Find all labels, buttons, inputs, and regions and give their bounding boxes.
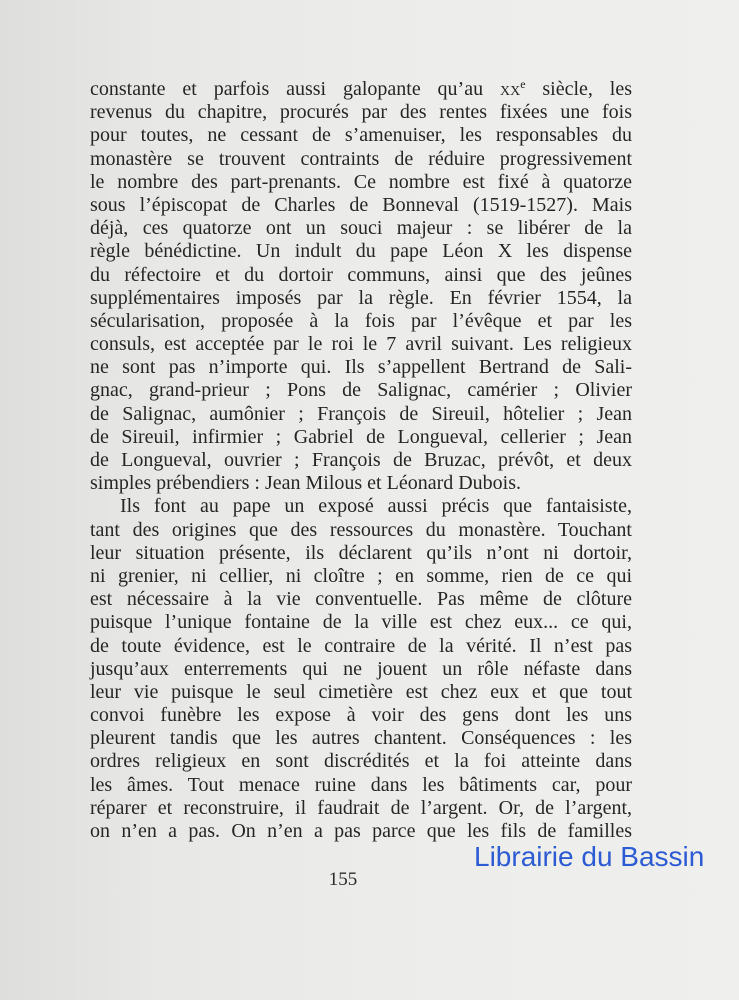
text-line: simples prébendiers : Jean Milous et Léonard Dubois.: [90, 472, 522, 495]
text-line: est nécessaire à la vie conventuelle. Pas même de clôture: [90, 588, 632, 611]
watermark: Librairie du Bassin: [474, 841, 705, 872]
text-line: gnac, grand-prieur ; Pons de Salignac, camérier ; Olivier: [90, 379, 632, 402]
text-line: le nombre des part-prenants. Ce nombre est fixé à quatorze: [90, 170, 632, 193]
body-text: [90, 78, 632, 843]
text-line: puisque l’unique fontaine de la ville est chez eux... ce qui,: [90, 611, 632, 634]
paragraph-2: [90, 495, 632, 843]
century-numeral: xx: [499, 78, 521, 100]
text-line: [90, 78, 632, 101]
text-line: ordres religieux en sont discrédités et la foi atteinte dans: [90, 750, 632, 773]
text-line: supplémentaires imposés par la règle. En février 1554, la: [90, 286, 632, 309]
line-text-before: constante et parfois aussi galopante qu’au: [90, 78, 500, 100]
text-line: de Sireuil, infirmier ; Gabriel de Longueval, cellerier ; Jean: [90, 425, 632, 448]
paragraph-1: [90, 78, 632, 495]
text-line: pour toutes, ne cessant de s’amenuiser, les responsables du: [90, 124, 632, 147]
text-line: consuls, est acceptée par le roi le 7 avril suivant. Les religieux: [90, 333, 632, 356]
text-line: on n’en a pas. On n’en a pas parce que les fils de familles: [90, 820, 632, 842]
century-superscript: e: [520, 77, 526, 91]
text-line: du réfectoire et du dortoir communs, ainsi que des jeûnes: [90, 263, 632, 286]
text-line: ni grenier, ni cellier, ni cloître ; en somme, rien de ce qui: [90, 564, 632, 587]
line-text-after: siècle, les: [525, 78, 633, 100]
text-line: ne sont pas n’importe qui. Ils s’appellent Bertrand de Sali-: [90, 356, 632, 379]
text-line: Ils font au pape un exposé aussi précis que fantaisiste,: [120, 495, 632, 518]
text-line: leur situation présente, ils déclarent qu’ils n’ont ni dortoir,: [90, 541, 632, 564]
text-line: pleurent tandis que les autres chantent. Conséquences : les: [90, 727, 632, 750]
text-line: leur vie puisque le seul cimetière est chez eux et que tout: [90, 680, 632, 703]
text-line: sécularisation, proposée à la fois par l’évêque et par les: [90, 309, 632, 332]
text-line: convoi funèbre les expose à voir des gens dont les uns: [90, 704, 632, 727]
text-line: de Salignac, aumônier ; François de Sireuil, hôtelier ; Jean: [90, 402, 632, 425]
text-line: déjà, ces quatorze ont un souci majeur : se libérer de la: [90, 217, 632, 240]
text-line: réparer et reconstruire, il faudrait de l’argent. Or, de l’argent,: [90, 796, 632, 819]
text-line: sous l’épiscopat de Charles de Bonneval (1519-1527). Mais: [90, 193, 632, 216]
text-line: monastère se trouvent contraints de réduire progressivement: [90, 147, 632, 170]
text-line: de toute évidence, est le contraire de la vérité. Il n’est pas: [90, 634, 632, 657]
text-line: les âmes. Tout menace ruine dans les bâtiments car, pour: [90, 773, 632, 796]
text-line: de Longueval, ouvrier ; François de Bruzac, prévôt, et deux: [90, 449, 632, 471]
text-line: revenus du chapitre, procurés par des rentes fixées une fois: [90, 101, 632, 124]
text-line: jusqu’aux enterrements qui ne jouent un rôle néfaste dans: [90, 657, 632, 680]
page-number: 155: [328, 869, 358, 890]
text-line: tant des origines que des ressources du monastère. Touchant: [90, 518, 632, 541]
text-line: règle bénédictine. Un indult du pape Léon X les dispense: [90, 240, 632, 263]
